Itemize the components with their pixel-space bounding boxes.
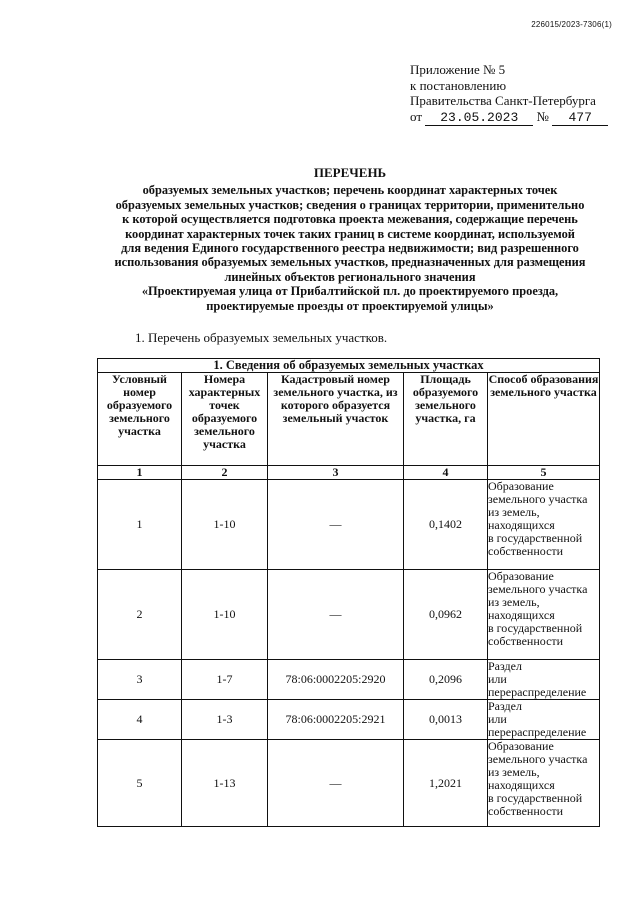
cell-points: 1-13 [182,740,268,827]
title-line: для ведения Единого государственного реестра недвижимости; вид разрешенного [121,241,579,256]
cell-cadastral: 78:06:0002205:2921 [268,700,404,740]
cell-area: 0,0962 [404,570,488,660]
header-cell: Площадь образуемого земельного участка, га [404,373,488,466]
cell-number: 4 [98,700,182,740]
cell-number: 1 [98,480,182,570]
cell-area: 0,1402 [404,480,488,570]
cell-number: 2 [98,570,182,660]
appendix-date-line [410,109,608,126]
title-line: использования образуемых земельных участков, предназначенных для размещения [114,255,586,270]
title-line: линейных объектов регионального значения [224,269,476,284]
title-line: образуемых земельных участков; сведения о границах территории, применительно [115,197,585,212]
cell-points: 1-10 [182,570,268,660]
cell-area: 0,2096 [404,660,488,700]
cell-area: 1,2021 [404,740,488,827]
cell-cadastral: — [268,740,404,827]
cell-points: 1-7 [182,660,268,700]
cell-points: 1-3 [182,700,268,740]
appendix-number-label: № [536,108,549,124]
cell-method: Образование земельного участка из земель, находящихся в государственной собственности [488,480,600,570]
appendix-date: 23.05.2023 [425,111,533,126]
section-subtitle: 1. Перечень образуемых земельных участков. [135,330,388,345]
title-line: проектируемые проезды от проектируемой улицы» [206,298,494,313]
cell-method: Раздел или перераспределение [488,700,600,740]
title-line: к которой осуществляется подготовка проекта межевания, содержащие перечень [122,212,578,227]
table-row [98,740,600,827]
cell-area: 0,0013 [404,700,488,740]
document-title [60,166,640,313]
column-number: 3 [268,466,404,480]
cell-cadastral: 78:06:0002205:2920 [268,660,404,700]
cell-method: Образование земельного участка из земель, находящихся в государственной собственности [488,740,600,827]
title-heading: ПЕРЕЧЕНЬ [313,165,387,180]
appendix-line-1: Приложение № 5 [410,62,506,77]
cell-number: 3 [98,660,182,700]
title-line: «Проектируемая улица от Прибалтийской пл. до проектируемого проезда, [141,284,559,299]
cell-cadastral: — [268,570,404,660]
title-line: образуемых земельных участков; перечень координат характерных точек [142,183,558,198]
column-number: 1 [98,466,182,480]
appendix-block [410,62,608,126]
appendix-number: 477 [552,111,608,126]
table-row [98,480,600,570]
header-cell: Условный номер образуемого земельного участка [98,373,182,466]
column-number: 4 [404,466,488,480]
header-cell: Номера характерных точек образуемого земельного участка [182,373,268,466]
appendix-line-2: к постановлению [410,77,507,93]
header-cell: Кадастровый номер земельного участка, из которого образуется земельный участок [268,373,404,466]
table-row [98,570,600,660]
table-row [98,700,600,740]
appendix-line-3: Правительства Санкт-Петербурга [410,93,596,108]
table-row [98,660,600,700]
appendix-from-label: от [410,108,423,124]
cell-number: 5 [98,740,182,827]
column-number: 2 [182,466,268,480]
table-caption: 1. Сведения об образуемых земельных участках [98,359,600,373]
land-plots-table [97,358,600,827]
cell-cadastral: — [268,480,404,570]
cell-method: Раздел или перераспределение [488,660,600,700]
title-line: координат характерных точек таких границ в системе координат, используемой [125,226,575,241]
cell-method: Образование земельного участка из земель, находящихся в государственной собственности [488,570,600,660]
document-id: 226015/2023-7306(1) [531,20,612,29]
column-number: 5 [488,466,600,480]
cell-points: 1-10 [182,480,268,570]
header-cell: Способ образования земельного участка [488,373,600,466]
